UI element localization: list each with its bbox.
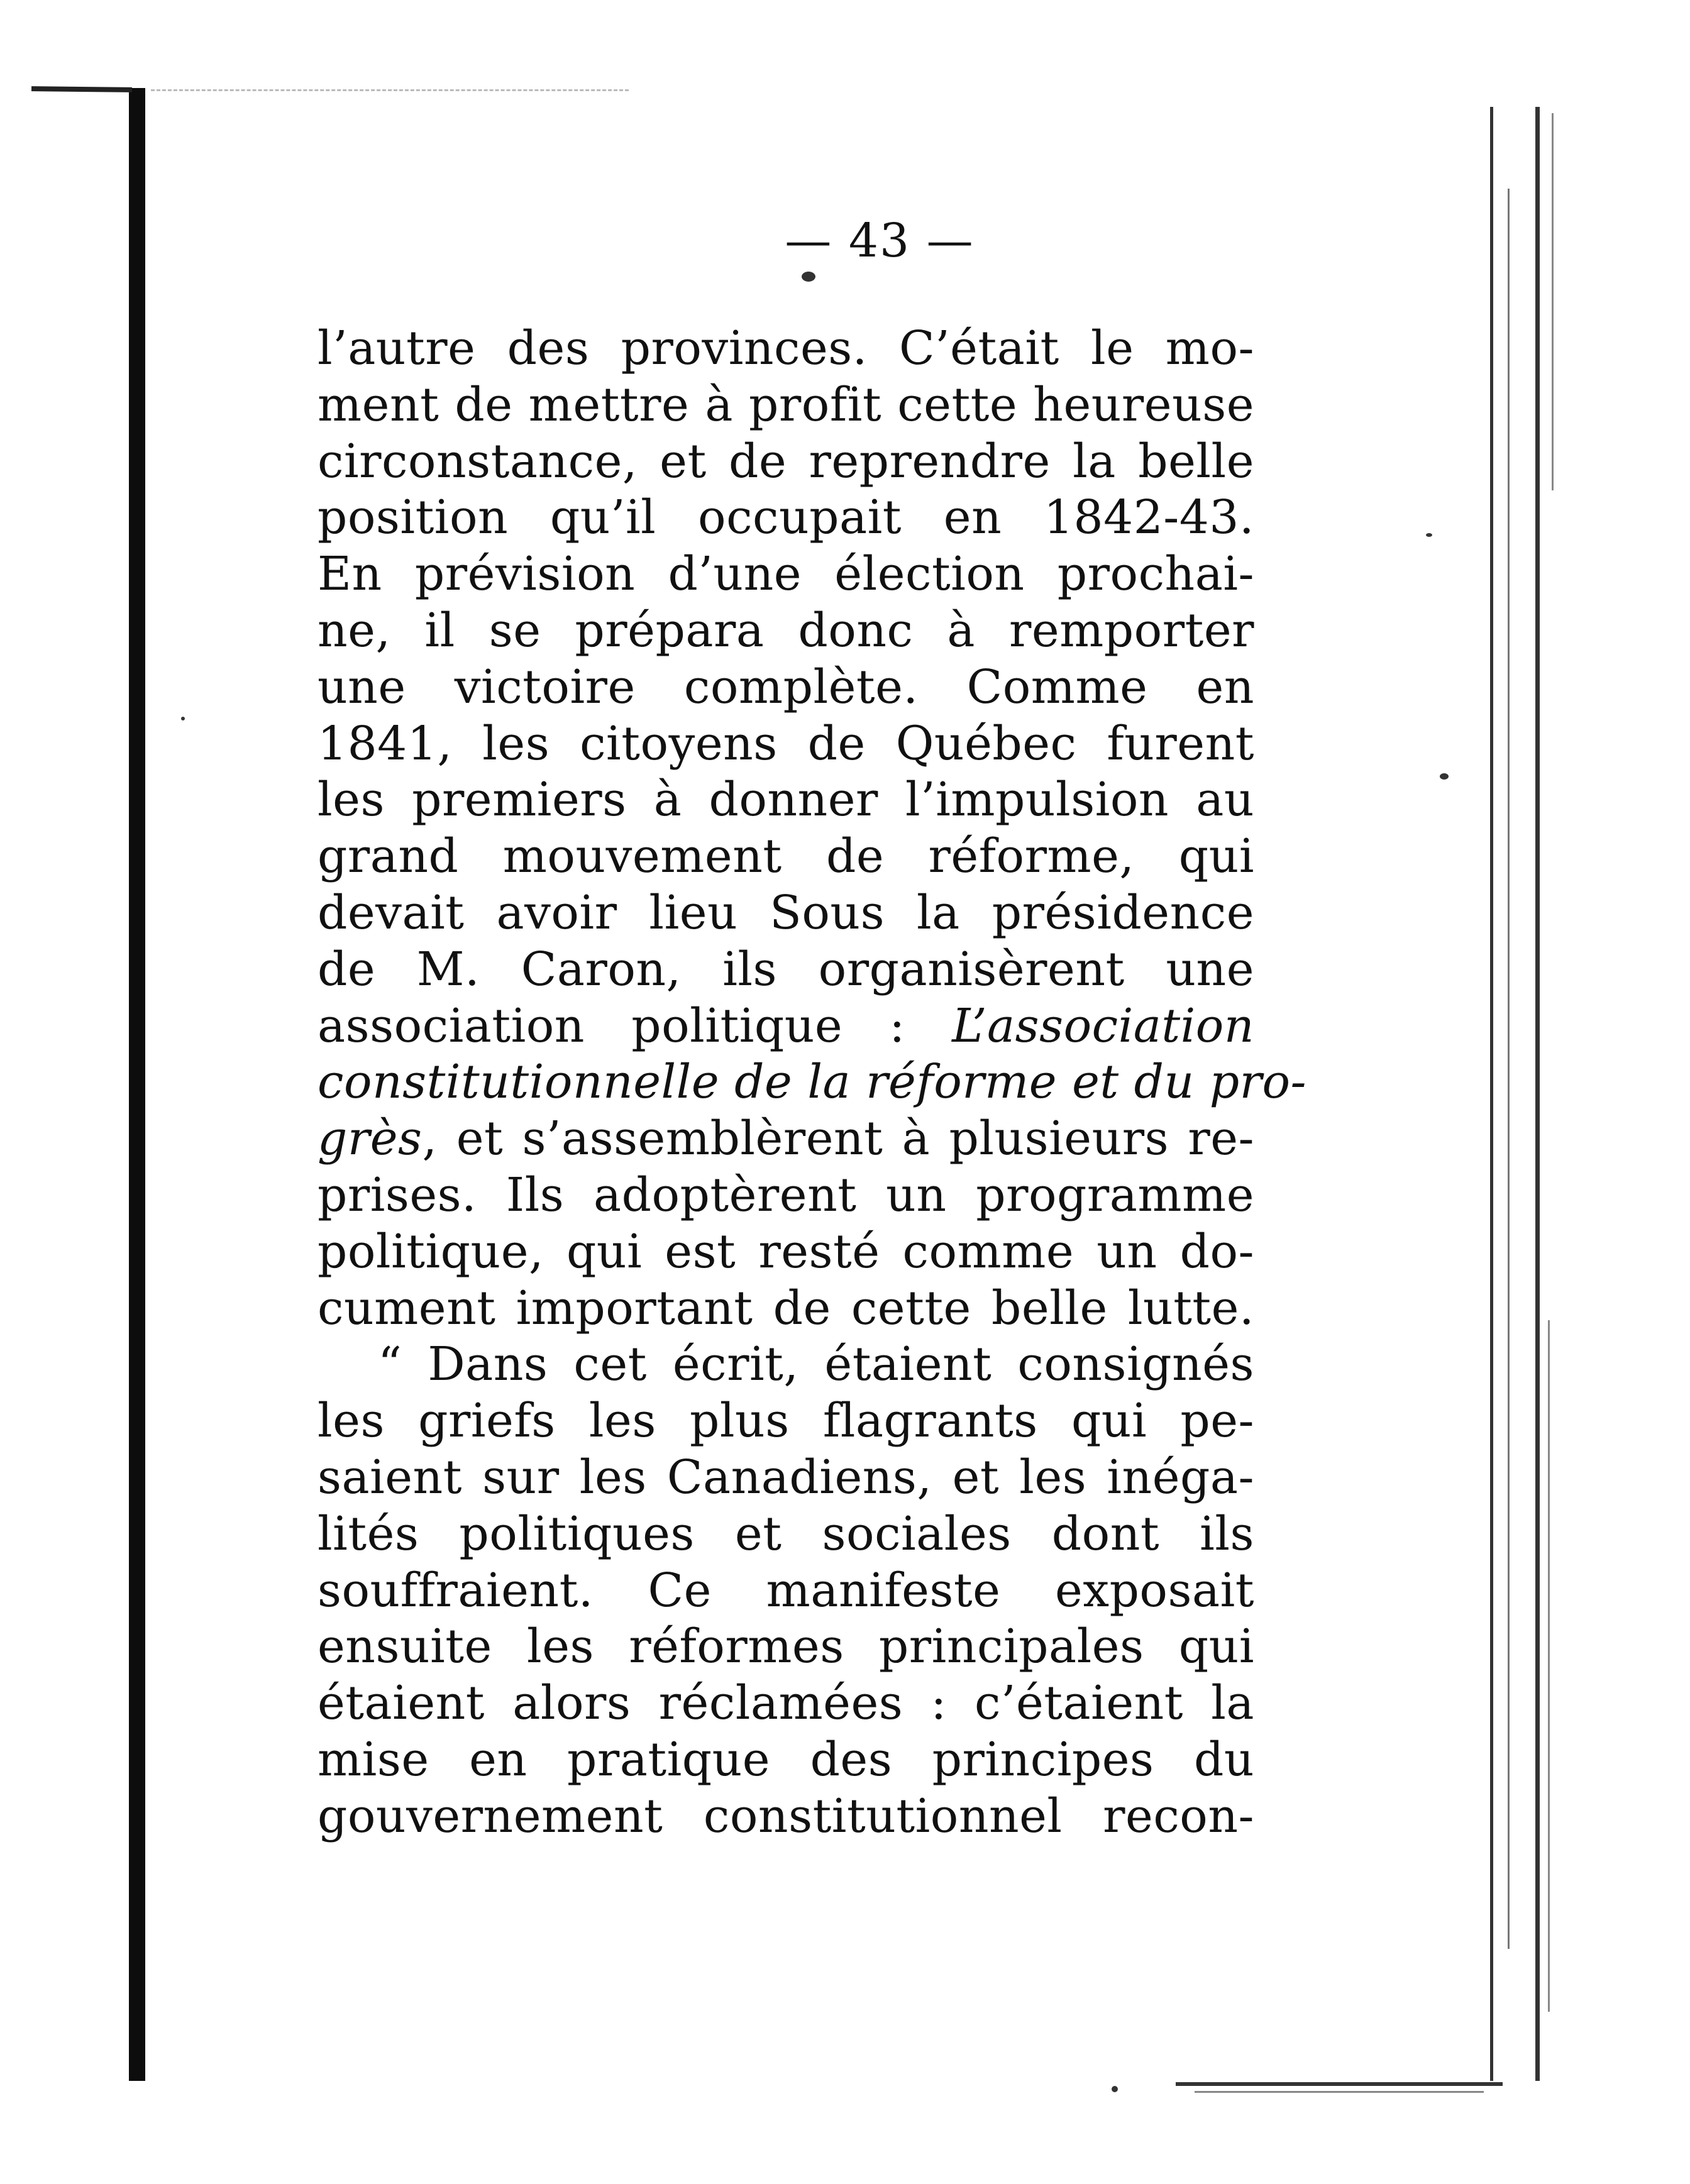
line-text: les griefs les plus flagrants qui pe- <box>318 1394 1254 1448</box>
line-text: étaient alors réclamées : c’étaient la <box>318 1676 1254 1731</box>
line-text: , et s’assemblèrent à plusieurs re- <box>422 1111 1254 1166</box>
text-line <box>318 942 1254 998</box>
italic-text: grès <box>318 1111 422 1166</box>
scan-speck <box>1112 2086 1118 2092</box>
page-number: — 43 — <box>785 214 975 268</box>
line-text: 1841, les citoyens de Québec furent <box>318 716 1254 771</box>
line-text: “ Dans cet écrit, étaient consignés <box>378 1337 1254 1392</box>
scan-speck <box>1440 773 1449 780</box>
line-text: devait avoir lieu Sous la présidence <box>318 885 1254 940</box>
line-text: grand mouvement de réforme, qui <box>318 829 1254 884</box>
text-line <box>318 1563 1254 1619</box>
top-edge-faint-mark <box>151 89 629 91</box>
right-edge-mark <box>1552 113 1554 490</box>
line-text: ne, il se prépara donc à remporter <box>318 603 1254 658</box>
italic-text: constitutionnelle de la réforme et du pro- <box>318 1055 1307 1110</box>
text-line <box>318 321 1254 377</box>
text-line <box>318 1111 1254 1167</box>
text-line <box>318 829 1254 885</box>
line-text: l’autre des provinces. C’était le mo- <box>318 321 1254 375</box>
body-text <box>318 321 1307 1845</box>
line-text: les premiers à donner l’impulsion au <box>318 773 1254 827</box>
left-binding-rule <box>129 88 145 2081</box>
italic-text: L’association <box>952 998 1254 1053</box>
scan-speck <box>802 272 815 282</box>
text-line <box>318 377 1254 434</box>
line-text: souffraient. Ce manifeste exposait <box>318 1563 1254 1618</box>
text-line <box>318 659 1254 716</box>
line-text: saient sur les Canadiens, et les inéga- <box>318 1450 1254 1504</box>
text-line <box>318 490 1254 546</box>
line-text: mise en pratique des principes du <box>318 1732 1254 1787</box>
text-line <box>318 1789 1254 1845</box>
right-edge-mark <box>1535 107 1540 2081</box>
line-text: gouvernement constitutionnel recon- <box>318 1789 1254 1843</box>
text-line <box>318 998 1254 1055</box>
bottom-edge-mark <box>1195 2091 1484 2093</box>
scan-speck <box>1426 533 1432 537</box>
line-text: prises. Ils adoptèrent un programme <box>318 1167 1254 1222</box>
top-edge-mark <box>31 86 132 92</box>
text-line <box>318 716 1254 773</box>
line-text: ensuite les réformes principales qui <box>318 1619 1254 1674</box>
line-text: de M. Caron, ils organisèrent une <box>318 942 1254 996</box>
text-line <box>318 1281 1254 1337</box>
text-line <box>318 1167 1254 1224</box>
text-line <box>318 1224 1254 1281</box>
text-line <box>318 434 1254 490</box>
right-edge-mark <box>1508 189 1510 1949</box>
text-line <box>318 1675 1254 1732</box>
text-line <box>318 885 1254 942</box>
bottom-edge-mark <box>1176 2082 1503 2086</box>
right-edge-mark <box>1490 107 1493 2081</box>
line-text: politique, qui est resté comme un do- <box>318 1224 1254 1279</box>
line-text: une victoire complète. Comme en <box>318 659 1254 714</box>
text-line <box>318 546 1254 603</box>
text-line <box>318 1450 1254 1506</box>
line-text: En prévision d’une élection prochai- <box>318 547 1254 602</box>
text-line <box>318 1337 1254 1393</box>
line-text: association politique : <box>318 998 953 1053</box>
line-text: cument important de cette belle lutte. <box>318 1281 1254 1335</box>
line-text: lités politiques et sociales dont ils <box>318 1506 1254 1561</box>
line-text: circonstance, et de reprendre la belle <box>318 434 1254 488</box>
text-line <box>318 1393 1254 1450</box>
right-edge-mark <box>1548 1320 1550 2012</box>
text-line <box>318 772 1254 829</box>
text-line <box>318 1054 1307 1111</box>
text-line <box>318 603 1254 659</box>
text-line <box>318 1732 1254 1789</box>
line-text: position qu’il occupait en 1842-43. <box>318 490 1254 545</box>
text-line <box>318 1619 1254 1675</box>
line-text: ment de mettre à profit cette heureuse <box>318 377 1254 432</box>
scan-speck <box>181 717 185 720</box>
text-line <box>318 1506 1254 1563</box>
